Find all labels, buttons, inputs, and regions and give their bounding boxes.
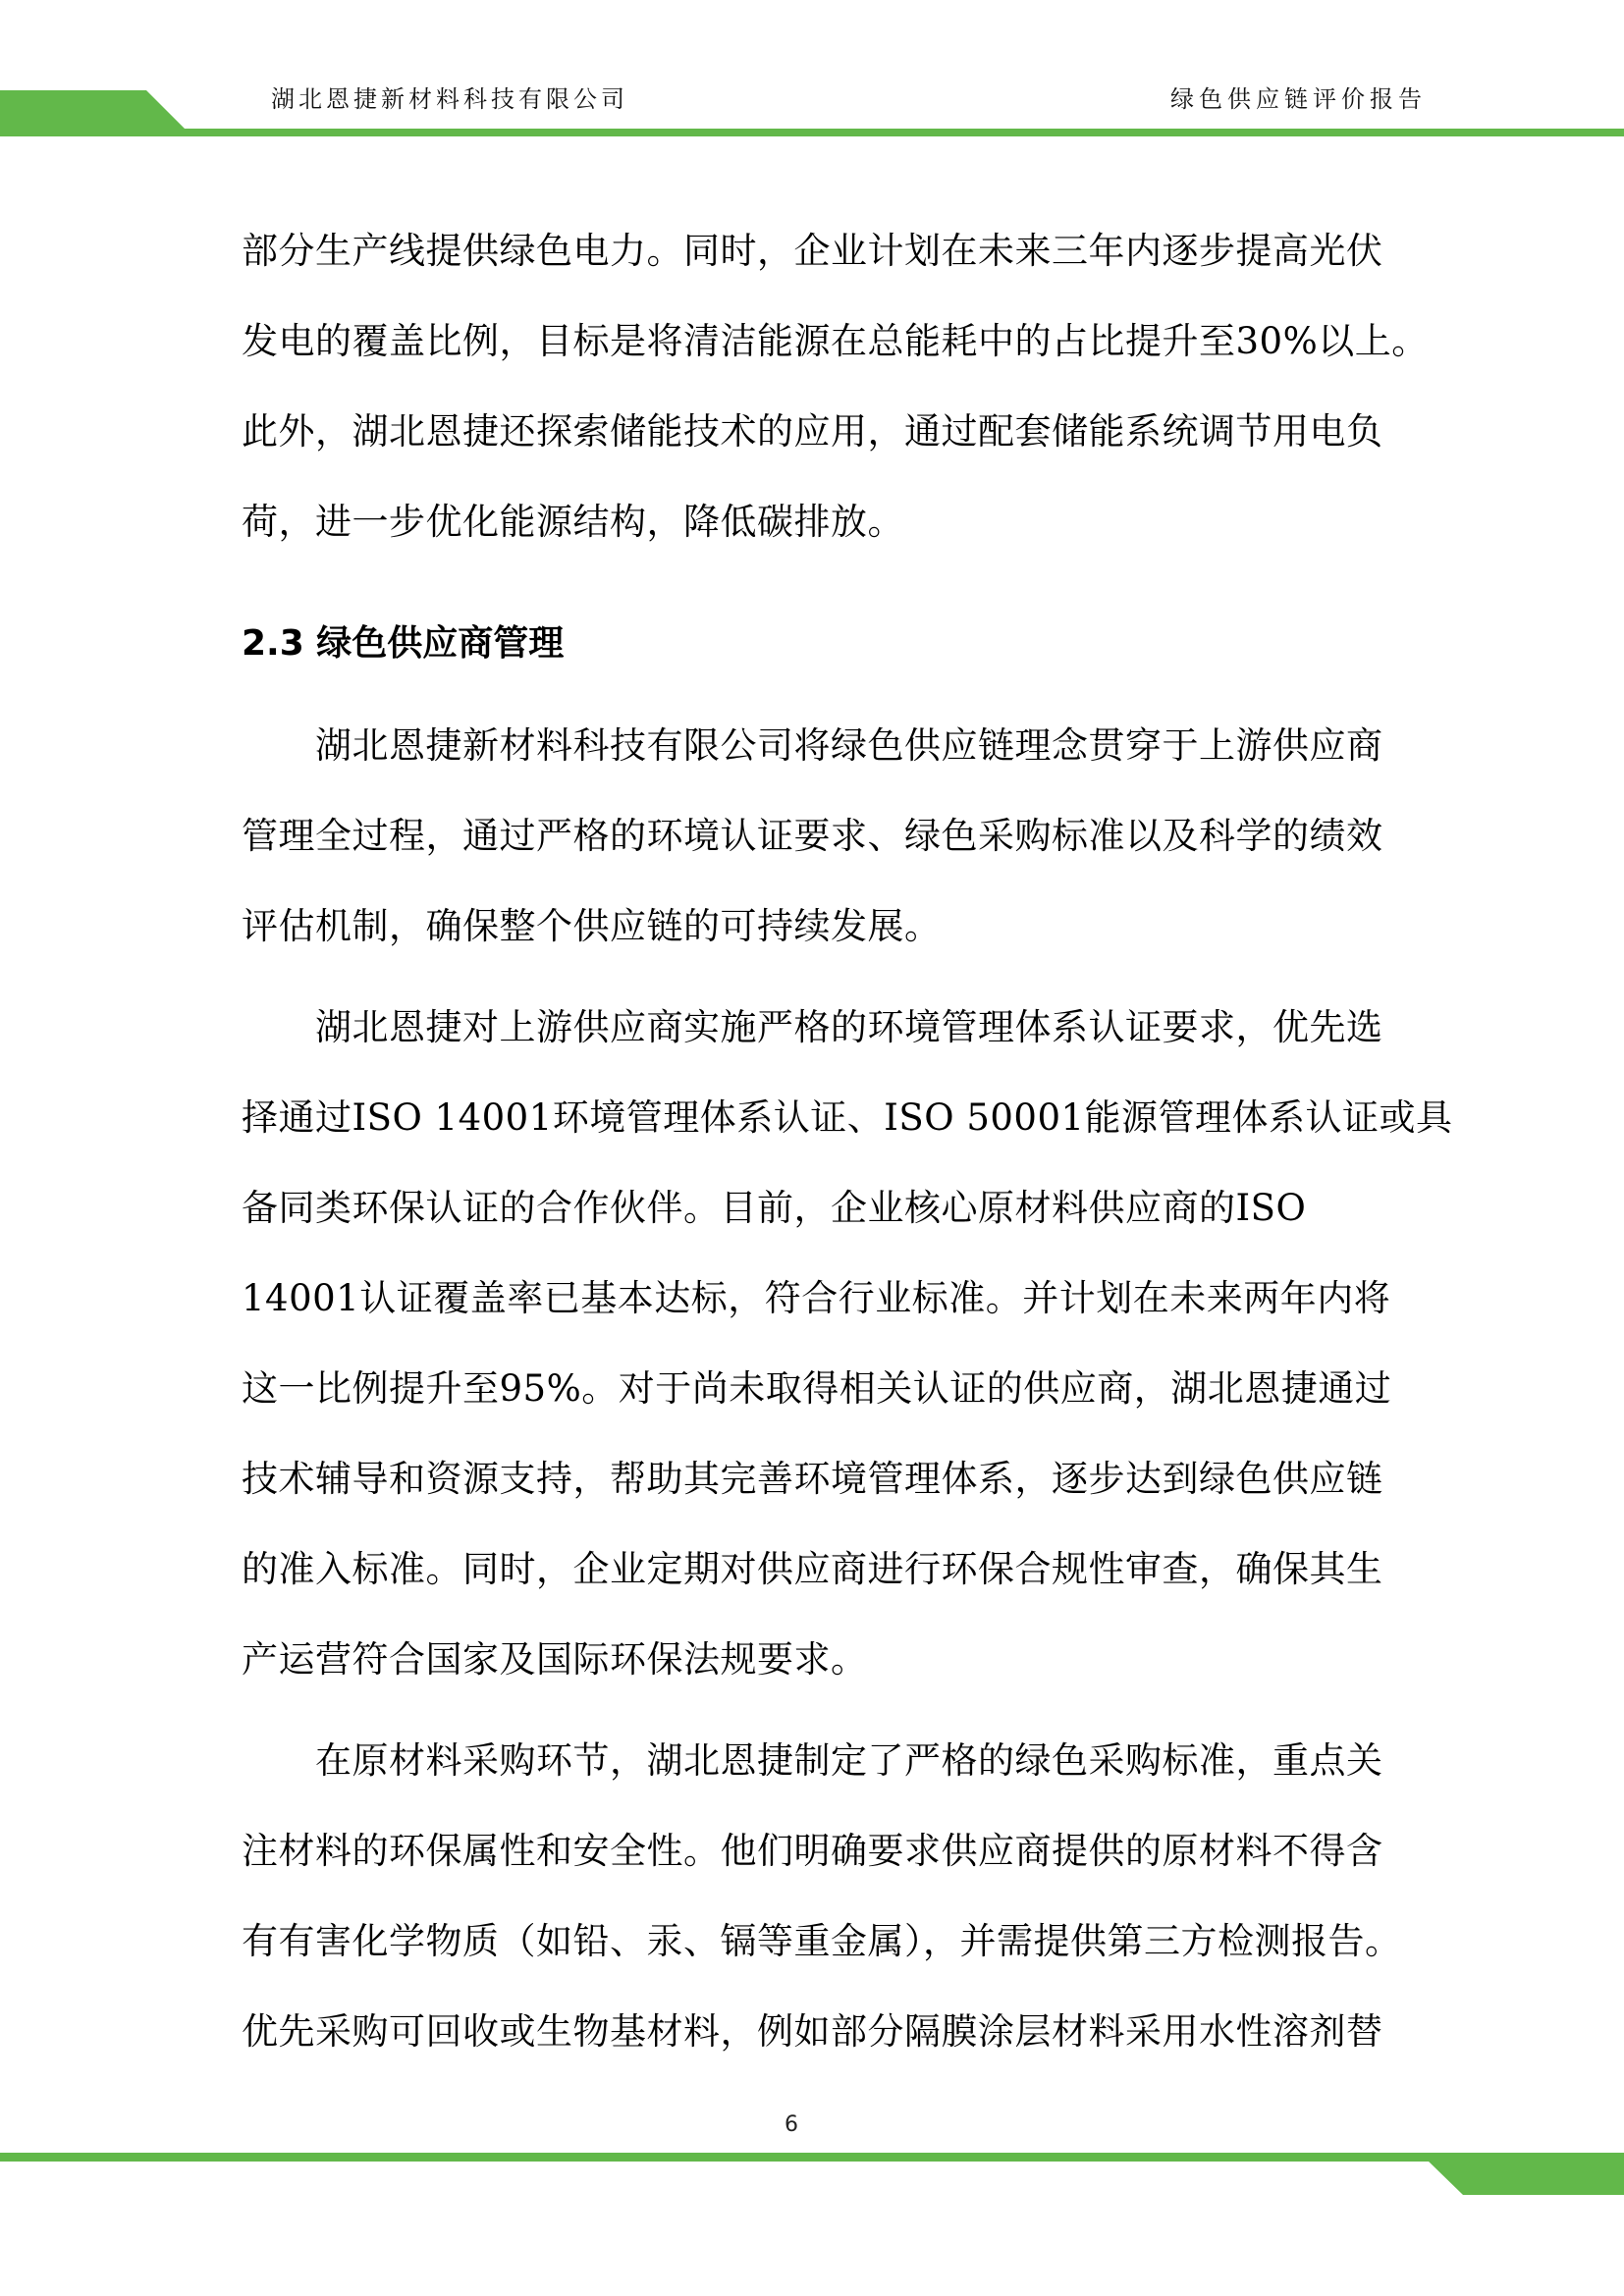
continued-paragraph bbox=[242, 206, 1429, 567]
text-line: 14001认证覆盖率已基本达标，符合行业标准。并计划在未来两年内将 bbox=[242, 1277, 1391, 1319]
text-line: 择通过ISO 14001环境管理体系认证、ISO 50001能源管理体系认证或具 bbox=[242, 1096, 1453, 1139]
header-company-name: 湖北恩捷新材料科技有限公司 bbox=[271, 85, 628, 113]
document-body bbox=[242, 206, 1453, 2077]
text-line: 优先采购可回收或生物基材料，例如部分隔膜涂层材料采用水性溶剂替 bbox=[242, 2010, 1383, 2053]
text-line: 的准入标准。同时，企业定期对供应商进行环保合规性审查，确保其生 bbox=[242, 1548, 1383, 1590]
text-line: 管理全过程，通过严格的环境认证要求、绿色采购标准以及科学的绩效 bbox=[242, 815, 1383, 857]
header-report-title: 绿色供应链评价报告 bbox=[1170, 85, 1427, 113]
section-heading: 2.3 绿色供应商管理 bbox=[242, 623, 565, 664]
text-line: 这一比例提升至95%。对于尚未取得相关认证的供应商，湖北恩捷通过 bbox=[242, 1367, 1392, 1410]
text-line: 此外，湖北恩捷还探索储能技术的应用，通过配套储能系统调节用电负 bbox=[242, 410, 1383, 453]
text-line: 评估机制，确保整个供应链的可持续发展。 bbox=[242, 905, 942, 947]
header-accent-tab bbox=[0, 90, 190, 134]
text-line: 湖北恩捷新材料科技有限公司将绿色供应链理念贯穿于上游供应商 bbox=[315, 724, 1383, 767]
page-number: 6 bbox=[785, 2112, 798, 2137]
paragraph bbox=[242, 701, 1420, 972]
text-line: 注材料的环保属性和安全性。他们明确要求供应商提供的原材料不得含 bbox=[242, 1830, 1383, 1872]
text-line: 湖北恩捷对上游供应商实施严格的环境管理体系认证要求，优先选 bbox=[315, 1006, 1383, 1048]
paragraph bbox=[242, 1716, 1420, 2077]
text-line: 备同类环保认证的合作伙伴。目前，企业核心原材料供应商的ISO bbox=[242, 1187, 1307, 1229]
text-line: 荷，进一步优化能源结构，降低碳排放。 bbox=[242, 501, 904, 543]
text-line: 发电的覆盖比例，目标是将清洁能源在总能耗中的占比提升至30%以上。 bbox=[242, 320, 1429, 362]
header-rule bbox=[0, 129, 1624, 136]
footer-rule bbox=[0, 2153, 1624, 2162]
text-line: 在原材料采购环节，湖北恩捷制定了严格的绿色采购标准，重点关 bbox=[315, 1739, 1383, 1782]
text-line: 有有害化学物质（如铅、汞、镉等重金属），并需提供第三方检测报告。 bbox=[242, 1920, 1402, 1962]
footer-accent-tab bbox=[1427, 2160, 1624, 2195]
paragraph bbox=[242, 983, 1453, 1705]
text-line: 部分生产线提供绿色电力。同时，企业计划在未来三年内逐步提高光伏 bbox=[242, 230, 1383, 272]
text-line: 产运营符合国家及国际环保法规要求。 bbox=[242, 1638, 868, 1681]
text-line: 技术辅导和资源支持，帮助其完善环境管理体系，逐步达到绿色供应链 bbox=[242, 1458, 1383, 1500]
